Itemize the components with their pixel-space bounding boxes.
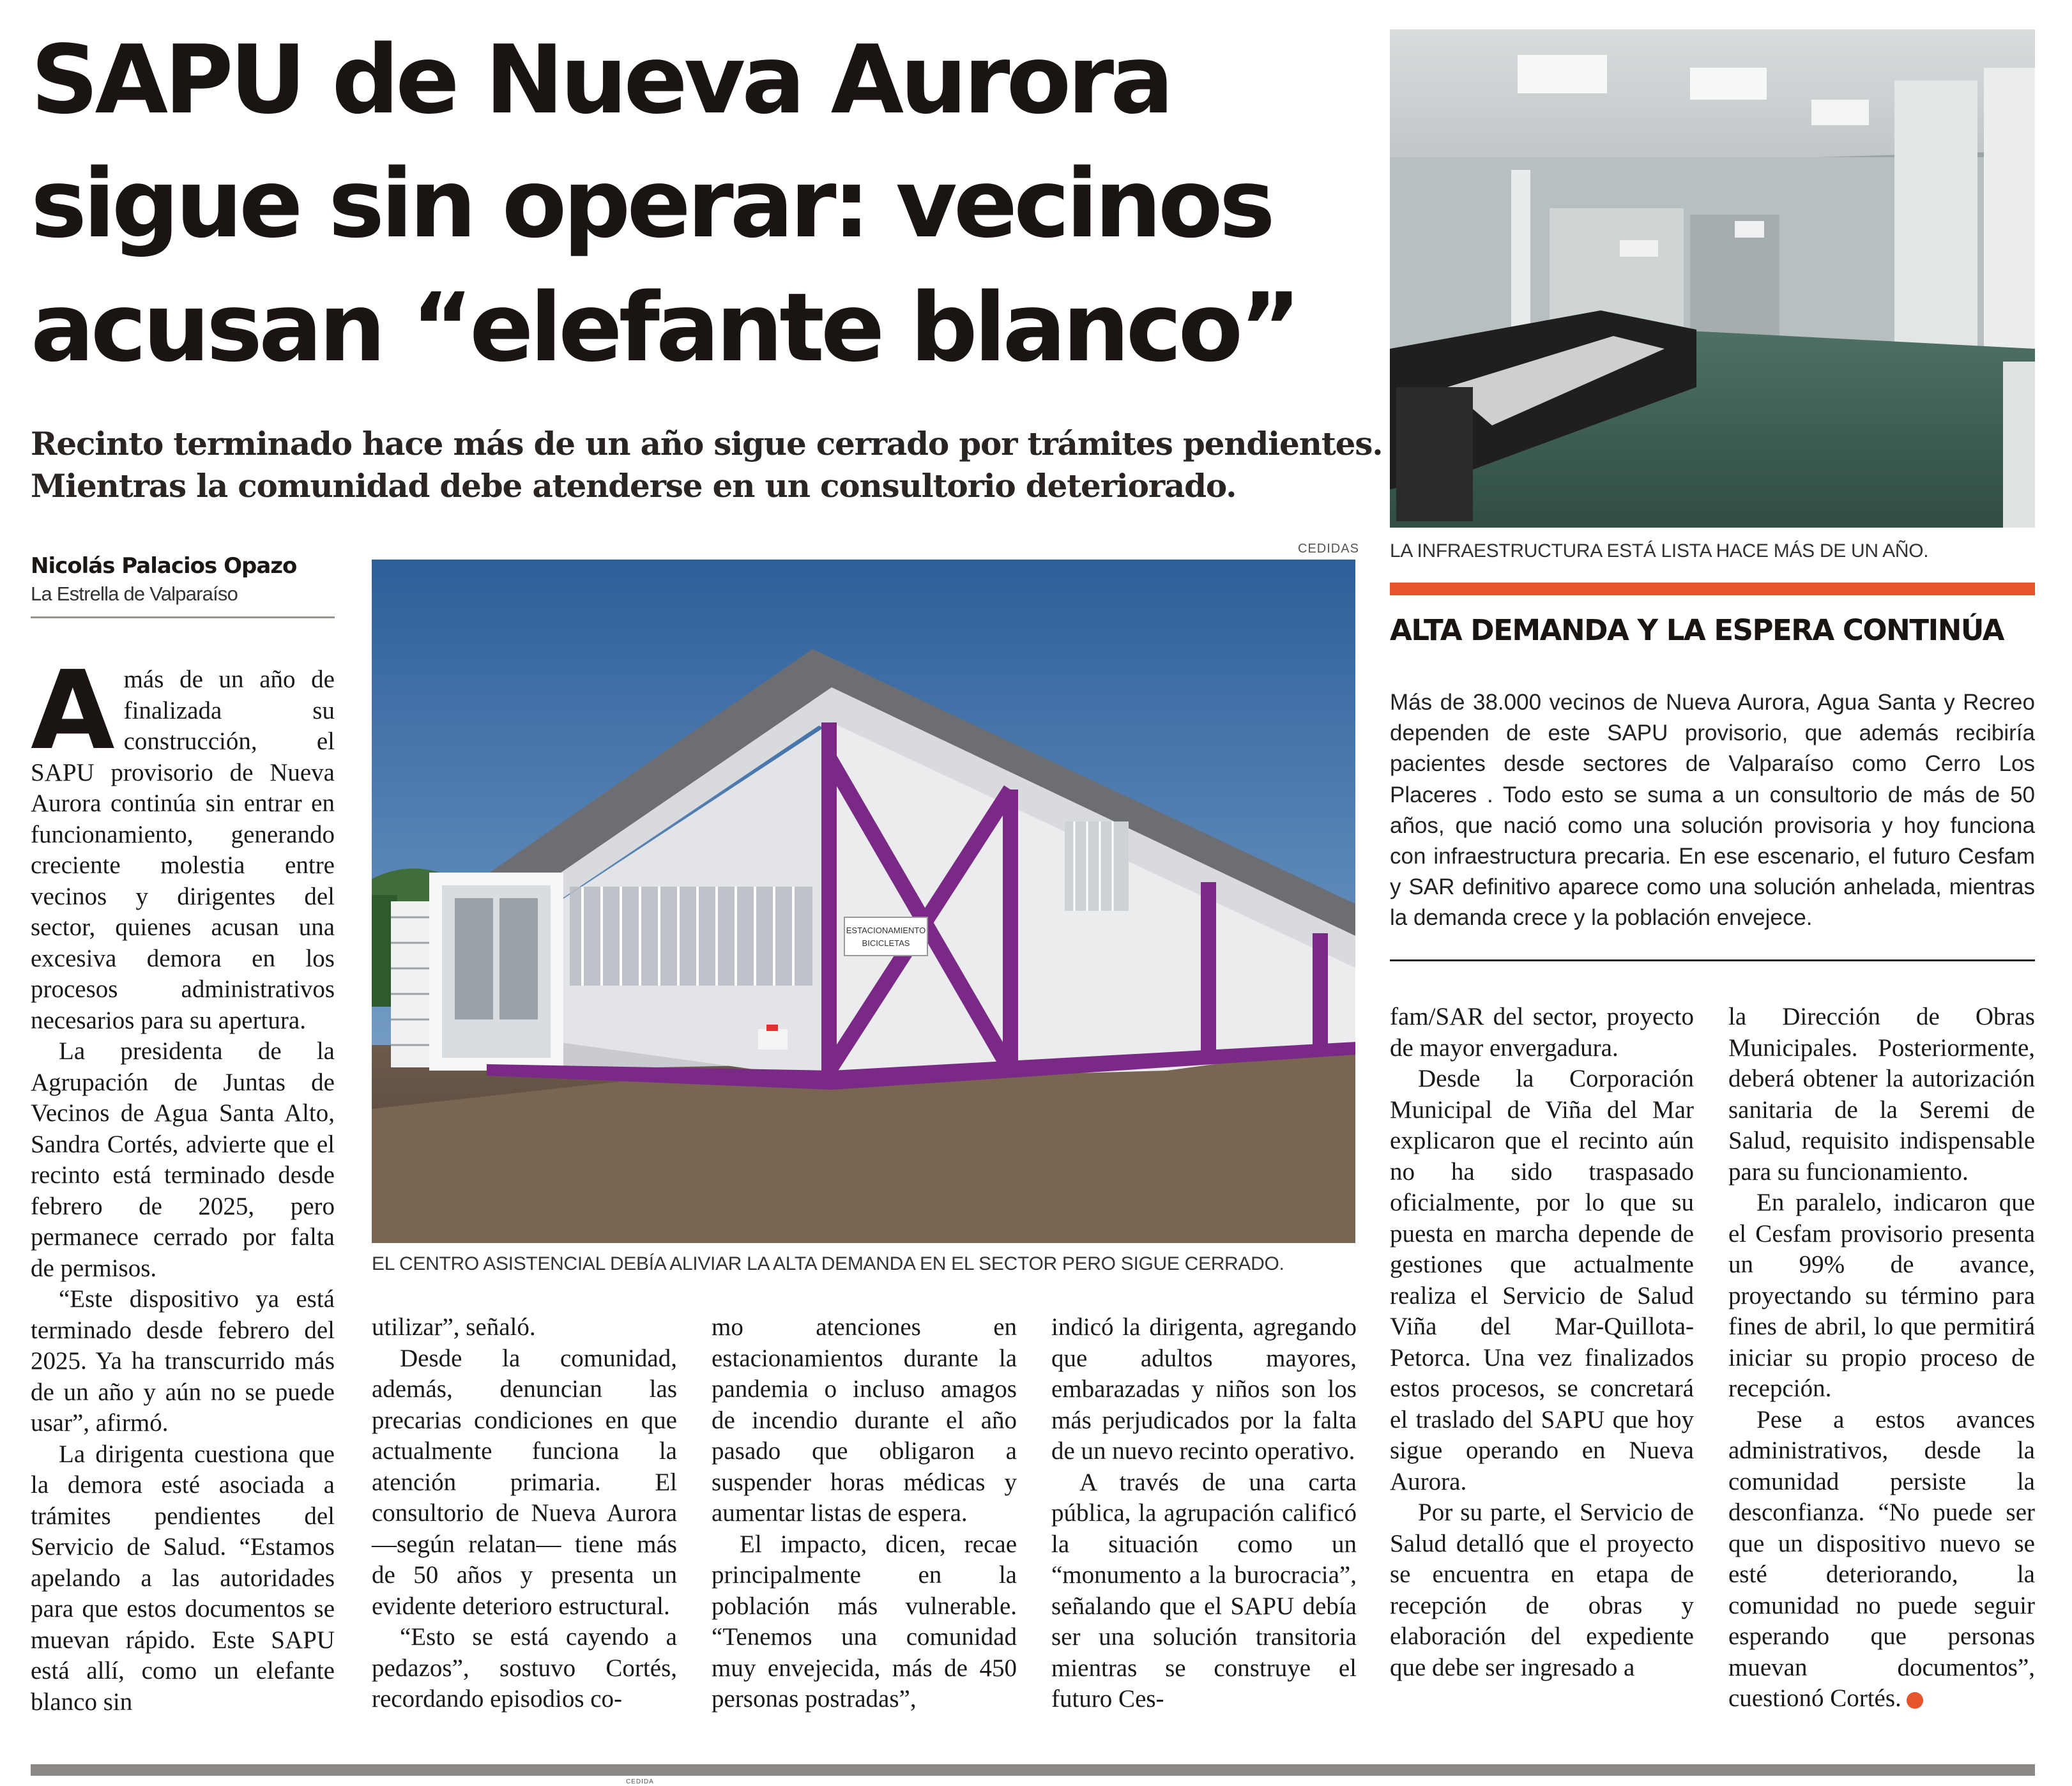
article-col1-para-4: La dirigenta cuestiona que la demora esté asociada a trámites pendientes del Servicio de Salud. “Estamos apelando a las autoridades para que estos documentos se muevan rápido. Este SAPU está allí, como un elefante blanco sin [31, 1440, 335, 1716]
interior-photo [1390, 29, 2035, 528]
byline-divider [31, 616, 335, 618]
article-col3-para-2: El impacto, dicen, recae principalmente en la población más vulnerable. “Tenemos una comunidad muy envejecida, más de 450 personas postradas”, [712, 1530, 1017, 1713]
article-col4-para-2: A través de una carta pública, la agrupación calificó la situación como un “monumento a la burocracia”, señalando que el SAPU debía ser una solución transitoria mientras se construye el futuro Ces- [1051, 1468, 1357, 1713]
article-col2-para-3: “Esto se está cayendo a pedazos”, sostuvo Cortés, recordando episodios co- [372, 1623, 677, 1713]
headline-line-1: SAPU de Nueva Aurora [31, 25, 1171, 135]
sidebar-divider [1390, 959, 2035, 961]
byline-outlet: La Estrella de Valparaíso [31, 583, 238, 605]
article-col3-para-1: mo atenciones en estacionamientos durante la pandemia o incluso amagos de incendio durante el año pasado que obligaron a suspender horas médicas y aumentar listas de espera. [712, 1313, 1017, 1527]
bike-parking-sign-line-2: BICICLETAS [862, 938, 910, 948]
byline-author: Nicolás Palacios Opazo [31, 553, 297, 579]
main-photo-caption: EL CENTRO ASISTENCIAL DEBÍA ALIVIAR LA ALTA DEMANDA EN EL SECTOR PERO SIGUE CERRADO. [372, 1253, 1284, 1274]
deck-line-1: Recinto terminado hace más de un año sigue cerrado por trámites pendientes. [31, 425, 1383, 462]
headline [31, 18, 1346, 390]
article-col5-para-2: Desde la Corporación Municipal de Viña del Mar explicaron que el recinto aún no ha sido traspasado oficialmente, por lo que su puesta en marcha depende de gestiones que actualmente realiza el Servicio de Salud Viña del Mar-Quillota-Petorca. Una vez finalizados estos procesos, se concretará el traslado del SAPU que hoy sigue operando en Nueva Aurora. [1390, 1065, 1694, 1495]
article-col6-para-3 [1728, 1405, 2035, 1714]
sidebar-accent-rule [1390, 583, 2035, 595]
deck [31, 423, 1383, 507]
bottom-band [31, 1764, 2035, 1776]
article-col5-para-1: fam/SAR del sector, proyecto de mayor envergadura. [1390, 1003, 1694, 1062]
main-photo-credit: CEDIDAS [1298, 542, 1359, 556]
main-photo [372, 560, 1357, 1243]
article-col5-para-3: Por su parte, el Servicio de Salud detalló que el proyecto se encuentra en etapa de recepción de obras y elaboración del expediente que debe ser ingresado a [1390, 1499, 1694, 1681]
article-col2-para-2: Desde la comunidad, además, denuncian las precarias condiciones en que actualmente funciona la atención primaria. El consultorio de Nueva Aurora —según relatan— tiene más de 50 años y presenta un evidente deterioro estructural. [372, 1344, 677, 1620]
article-col6-para-1: la Dirección de Obras Municipales. Posteriormente, deberá obtener la autorización sanitaria de la Seremi de Salud, requisito indispensable para su funcionamiento. [1728, 1003, 2035, 1186]
headline-line-3: acusan “elefante blanco” [31, 273, 1298, 383]
article-col1-para-1 [31, 648, 335, 1036]
article-col1-para-3: “Este dispositivo ya está terminado desde febrero del 2025. Ya ha transcurrido más de un año y aún no se puede usar”, afirmó. [31, 1285, 335, 1437]
article-column-5 [1390, 1002, 1694, 1683]
deck-line-2: Mientras la comunidad debe atenderse en un consultorio deteriorado. [31, 467, 1237, 505]
sidebar-body: Más de 38.000 vecinos de Nueva Aurora, Agua Santa y Recreo dependen de este SAPU provisorio, que además recibiría pacientes desde sectores de Valparaíso como Cerro Los Placeres . Todo esto se suma a un consultorio de más de 50 años, que nació como una solución provisoria y hoy funciona con infraestructura precaria. En ese escenario, el futuro Cesfam y SAR definitivo aparece como una solución anhelada, mientras la demanda crece y la población envejece. [1390, 690, 2035, 931]
end-mark-icon: ✪ [1907, 1692, 1923, 1709]
article-col1-para-2: La presidenta de la Agrupación de Juntas de Vecinos de Agua Santa Alto, Sandra Cortés, advierte que el recinto está terminado desde febrero de 2025, pero permanece cerrado por falta de permisos. [31, 1037, 335, 1282]
article-column-1 [31, 648, 335, 1718]
article-column-4 [1051, 1312, 1357, 1715]
sidebar-title: ALTA DEMANDA Y LA ESPERA CONTINÚA [1390, 613, 2004, 647]
dropcap: A [31, 648, 115, 774]
article-col6-para-3-text: Pese a estos avances administrativos, desde la comunidad persiste la desconfianza. “No puede ser que un dispositivo nuevo se esté deteriorando, la comunidad no puede seguir esperando que personas muevan documentos”, cuestionó Cortés. [1728, 1405, 2035, 1712]
headline-line-2: sigue sin operar: vecinos [31, 149, 1272, 259]
article-column-3 [712, 1312, 1017, 1715]
bottom-photo-credit: CEDIDA [626, 1778, 654, 1785]
article-column-6 [1728, 1002, 2035, 1714]
article-col4-para-1: indicó la dirigenta, agregando que adultos mayores, embarazadas y niños son los más perjudicados por la falta de un nuevo recinto operativo. [1051, 1313, 1357, 1465]
article-col2-para-1: utilizar”, señaló. [372, 1313, 536, 1341]
interior-photo-caption: LA INFRAESTRUCTURA ESTÁ LISTA HACE MÁS DE UN AÑO. [1390, 540, 1929, 561]
article-column-2 [372, 1312, 677, 1715]
bike-parking-sign-line-1: ESTACIONAMIENTO [846, 926, 926, 935]
article-col6-para-2: En paralelo, indicaron que el Cesfam provisorio presenta un 99% de avance, proyectando su término para fines de abril, lo que permitirá iniciar su propio proceso de recepción. [1728, 1189, 2035, 1402]
article-col1-para-1-text: más de un año de finalizada su construcción, el SAPU provisorio de Nueva Aurora continúa sin entrar en funcionamiento, generando creciente molestia entre vecinos y dirigentes del sector, quienes acusan una excesiva demora en los procesos administrativos necesarios para su apertura. [31, 666, 335, 1034]
